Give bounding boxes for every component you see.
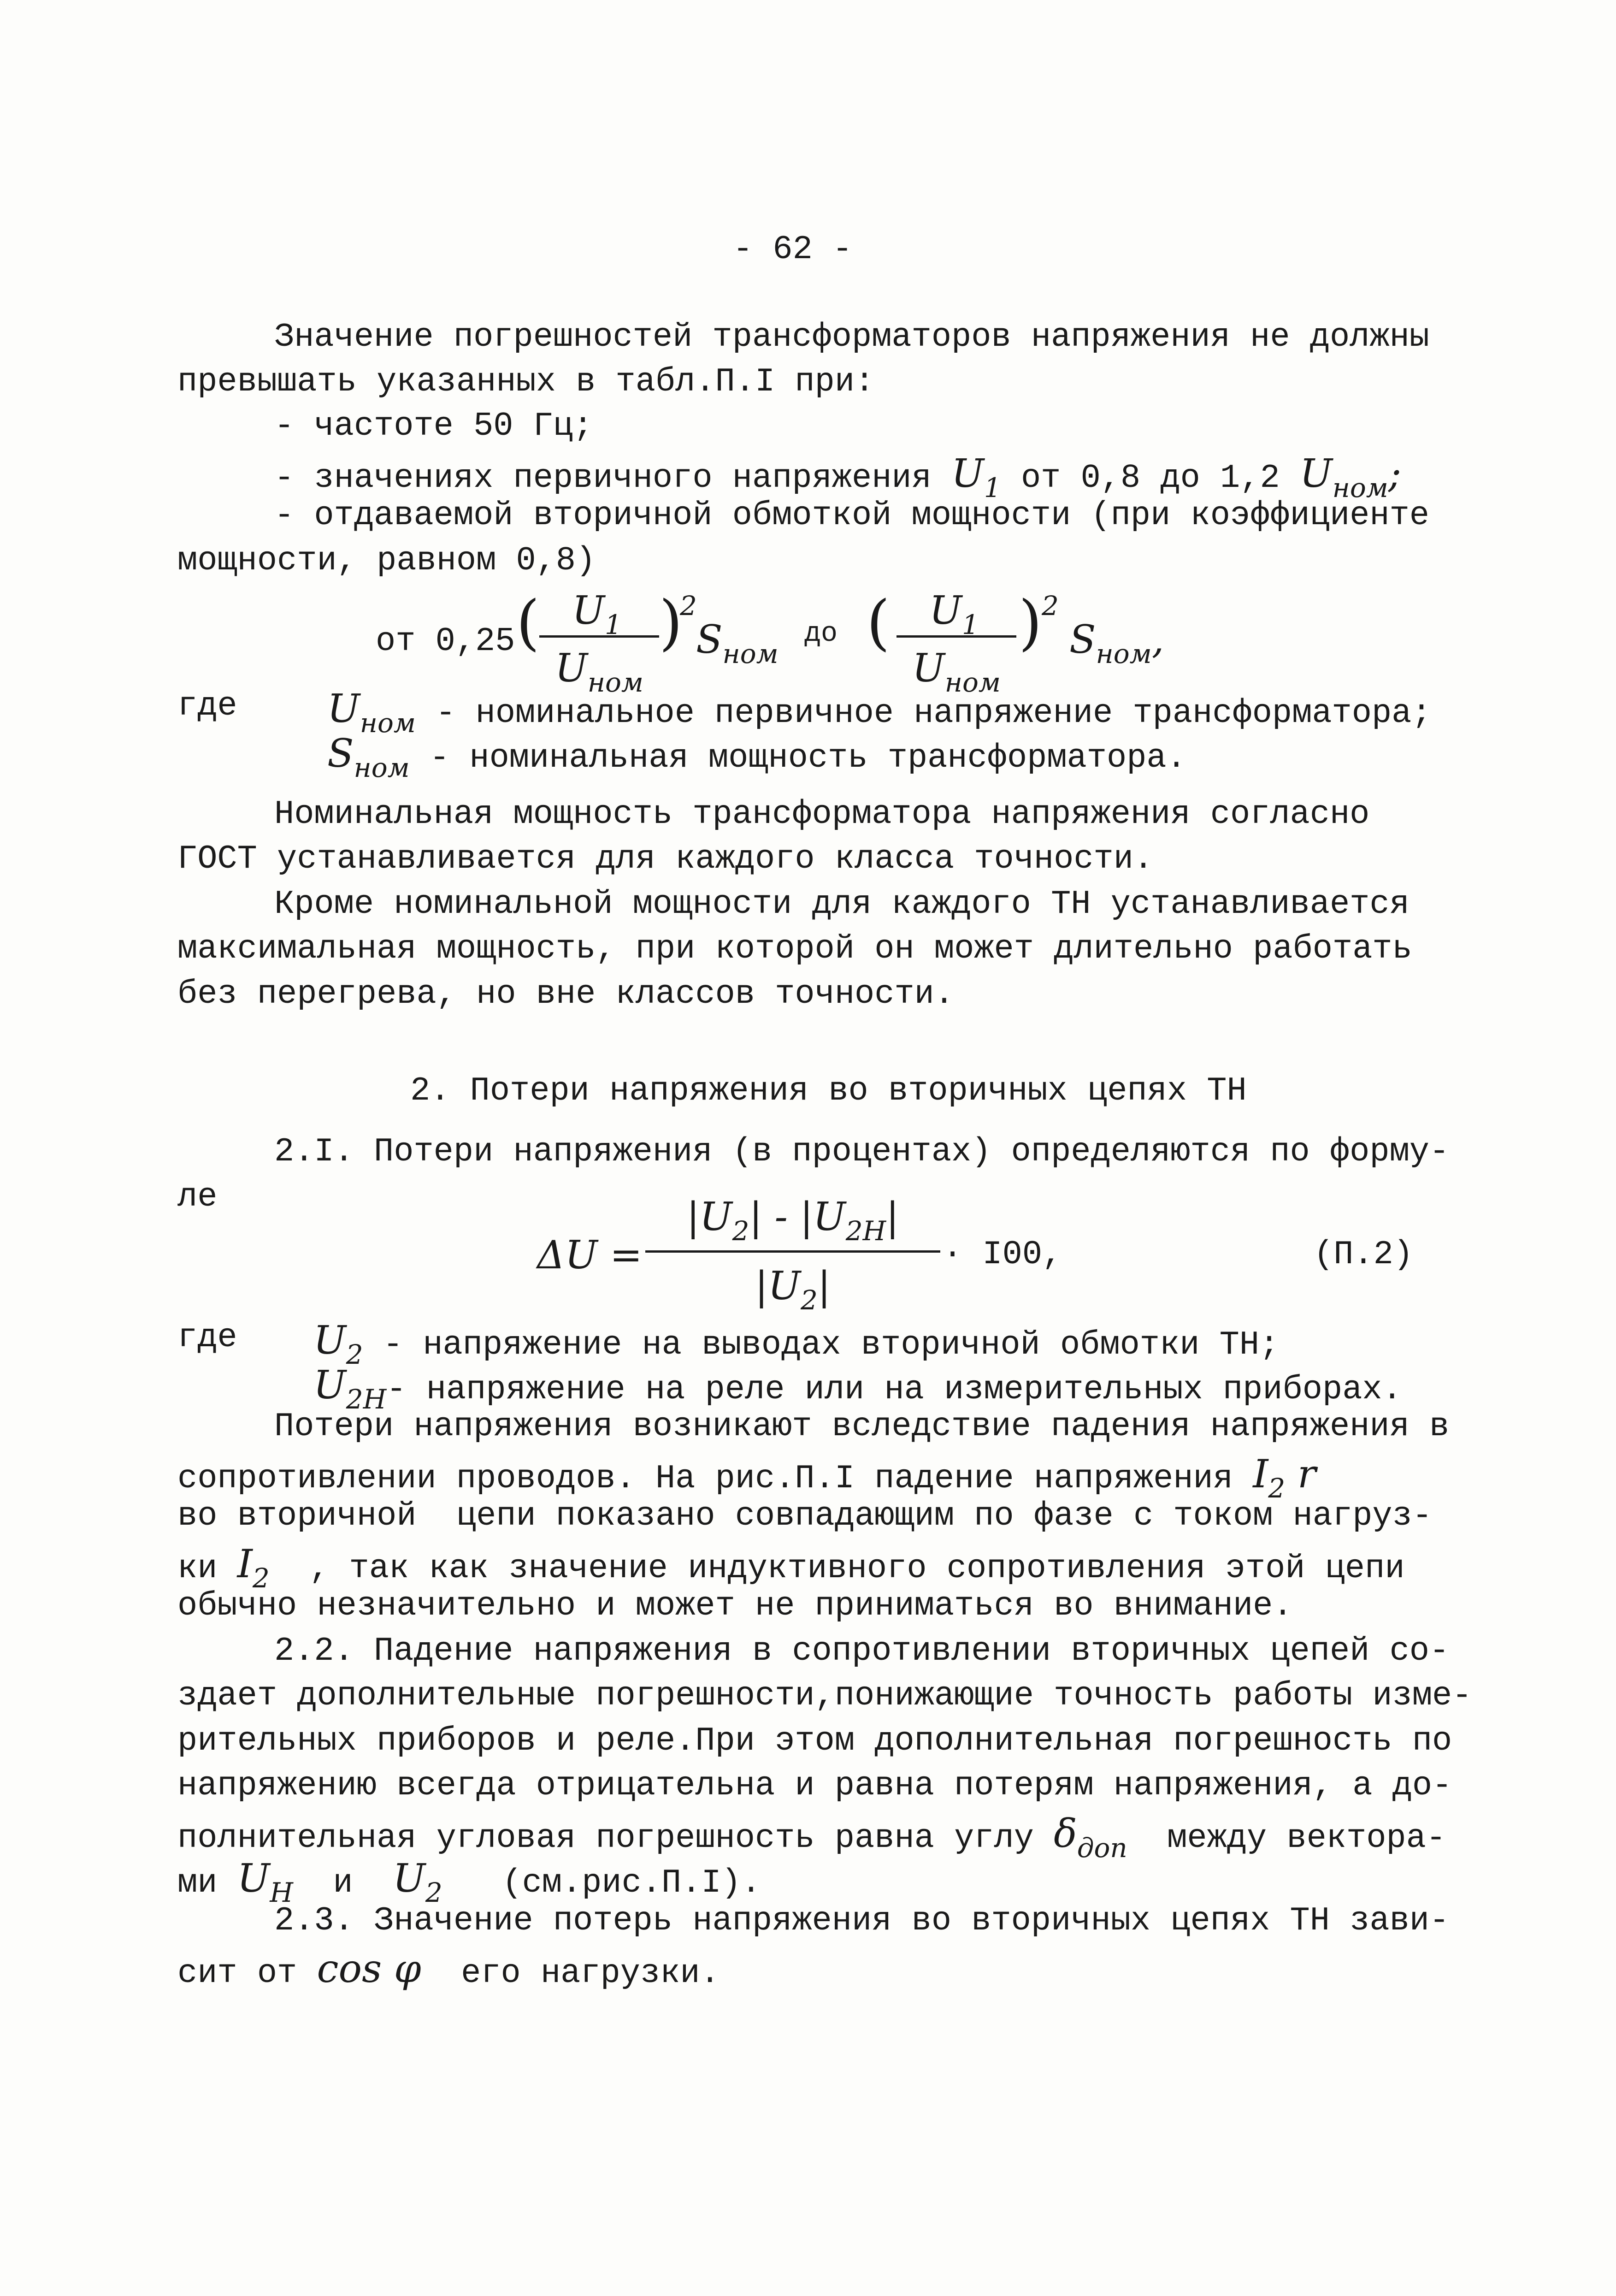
symbol-u2-ref: $U_2$ xyxy=(393,1856,442,1908)
formula2-bar xyxy=(645,1250,940,1253)
fraction-2-denominator: $U_{ном}$ xyxy=(912,645,1001,698)
symbol-snom-def: $S_{ном}$ xyxy=(327,731,410,783)
s22-line4: напряжению всегда отрицательна и равна потерям напряжения, а до- xyxy=(177,1767,1452,1805)
formula2-lhs: ΔU = xyxy=(537,1232,643,1278)
s21-line1: 2.I. Потери напряжения (в процентах) определяются по форму- xyxy=(274,1133,1450,1171)
formula2-denominator: $|U_2|$ xyxy=(755,1263,831,1316)
fraction-2-bar xyxy=(896,635,1016,638)
s22-line3: рительных приборов и реле.При этом дополнительная погрешность по xyxy=(177,1722,1452,1760)
s22-line2: здает дополнительные погрешности,понижающие точность работы изме- xyxy=(177,1677,1472,1715)
fraction-1-numerator: $U_1$ xyxy=(572,588,622,640)
section-heading: 2. Потери напряжения во вторичных цепях ТН xyxy=(410,1072,1247,1110)
p1-line1: Значение погрешностей трансформаторов напряжения не должны xyxy=(274,318,1430,356)
p3-line3: без перегрева, но вне классов точности. xyxy=(177,975,955,1013)
p4-line1: Потери напряжения возникают вследствие падения напряжения в xyxy=(274,1408,1450,1445)
symbol-u2: $U_2$ xyxy=(313,1318,363,1370)
page-number: - 62 - xyxy=(733,231,853,268)
exponent-2: 2 xyxy=(1042,590,1059,621)
p4-line5: обычно незначительно и может не приниматься во внимание. xyxy=(177,1587,1293,1625)
formula-to: до xyxy=(804,618,838,650)
symbol-cos-phi: cos φ xyxy=(317,1946,421,1991)
where-label-1: где xyxy=(177,687,237,725)
symbol-snom-1: $S_{ном}$ xyxy=(696,617,779,669)
symbol-i2: $I_2$ xyxy=(237,1541,270,1594)
definition-unom: $U_{ном}$ - номинальное первичное напряжение трансформатора; xyxy=(327,686,1432,739)
symbol-i2r: $I_2$ r xyxy=(1253,1451,1316,1504)
symbol-uh: $U_H$ xyxy=(237,1856,294,1908)
paren-close-1: ) xyxy=(659,587,683,657)
p1-line2: превышать указанных в табл.П.I при: xyxy=(177,363,875,401)
s21-line2: ле xyxy=(177,1178,218,1216)
formula2-numerator: $|U_2| - |U_{2H}|$ xyxy=(686,1194,899,1247)
symbol-u2h: $U_{2H}$ xyxy=(313,1362,387,1415)
p4-line2: сопротивлении проводов. На рис.П.I падение напряжения $I_2$ r xyxy=(177,1451,1316,1504)
s22-line5: полнительная угловая погрешность равна углу $\delta_{доп}$ между вектора- xyxy=(177,1811,1446,1864)
symbol-unom: $U_{ном}$; xyxy=(1299,451,1402,503)
item-power-line1: - отдаваемой вторичной обмоткой мощности (при коэффициенте xyxy=(274,497,1430,534)
s22-line6: ми $U_H$ и $U_2$ (см.рис.П.I). xyxy=(177,1856,761,1908)
where-label-2: где xyxy=(177,1319,237,1356)
symbol-delta-dop: $\delta_{доп}$ xyxy=(1054,1811,1127,1864)
symbol-u1: $U_1$ xyxy=(951,451,1001,503)
paren-close-2: ) xyxy=(1019,587,1042,657)
symbol-unom-def: $U_{ном}$ xyxy=(327,686,416,739)
symbol-snom-2: $S_{ном}$, xyxy=(1069,617,1164,669)
fraction-1-bar xyxy=(539,635,659,638)
p3-line1: Кроме номинальной мощности для каждого ТН устанавливается xyxy=(274,885,1410,923)
item-voltage-text: - значениях первичного напряжения xyxy=(274,459,952,497)
p3-line2: максимальная мощность, при которой он может длительно работать xyxy=(177,930,1412,968)
item-voltage-range: от 0,8 до 1,2 xyxy=(1001,459,1300,497)
p2-line2: ГОСТ устанавливается для каждого класса точности. xyxy=(177,840,1154,878)
p2-line1: Номинальная мощность трансформатора напряжения согласно xyxy=(274,795,1370,833)
paren-open-2: ( xyxy=(867,587,890,657)
formula-from: от 0,25 xyxy=(376,622,515,660)
formula2-multiplier: · I00, xyxy=(943,1236,1062,1273)
item-power-line2: мощности, равном 0,8) xyxy=(177,542,596,580)
paren-open-1: ( xyxy=(516,587,540,657)
fraction-2-numerator: $U_1$ xyxy=(929,588,979,640)
s22-line1: 2.2. Падение напряжения в сопротивлении вторичных цепей со- xyxy=(274,1632,1450,1670)
s23-line1: 2.3. Значение потерь напряжения во вторичных цепях ТН зави- xyxy=(274,1902,1450,1940)
definition-u2: $U_2$ - напряжение на выводах вторичной обмотки ТН; xyxy=(313,1318,1280,1370)
p4-line3: во вторичной цепи показано совпадающим по фазе с током нагруз- xyxy=(177,1497,1433,1535)
p4-line4: ки $I_2$ , так как значение индуктивного сопротивления этой цепи xyxy=(177,1541,1405,1594)
s23-line2: сит от cos φ его нагрузки. xyxy=(177,1946,720,1992)
definition-u2h: $U_{2H}-$ напряжение на реле или на измерительных приборах. xyxy=(313,1362,1402,1415)
exponent-1: 2 xyxy=(680,590,697,621)
equation-number: (П.2) xyxy=(1314,1236,1414,1273)
fraction-1-denominator: $U_{ном}$ xyxy=(554,645,643,698)
item-voltage xyxy=(274,451,1402,503)
definition-snom: $S_{ном}$ - номинальная мощность трансформатора. xyxy=(327,731,1186,783)
item-frequency: - частоте 50 Гц; xyxy=(274,407,593,445)
